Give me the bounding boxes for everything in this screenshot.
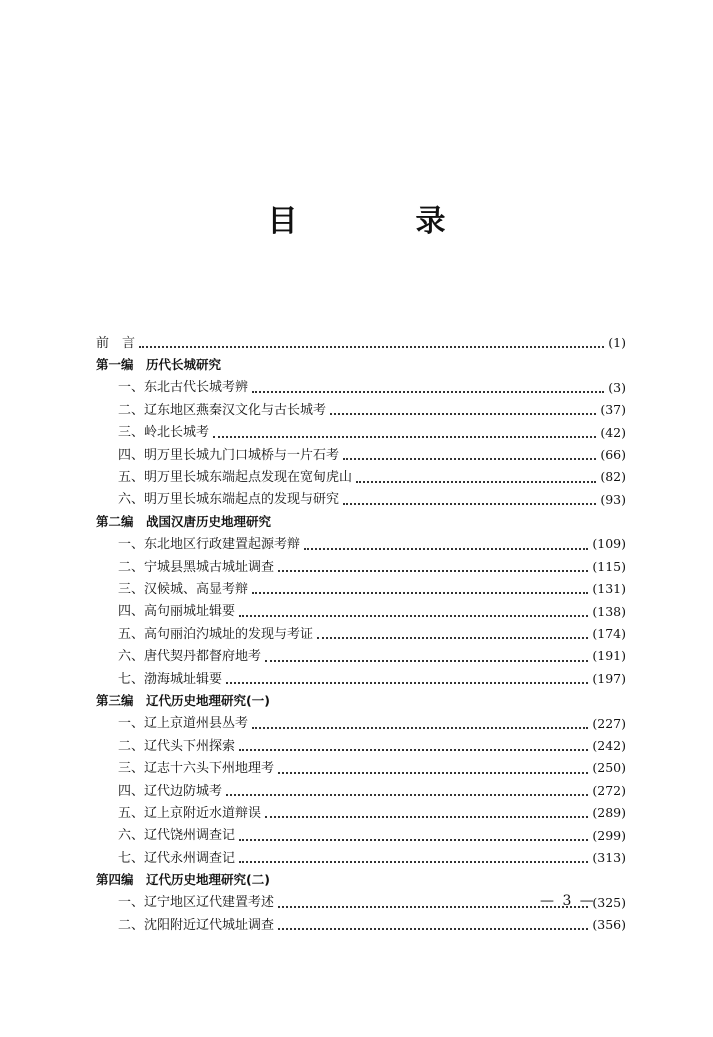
entry-page-number: (174) [592, 626, 626, 642]
toc-entry[interactable] [96, 780, 626, 802]
dot-leader [304, 548, 588, 550]
entry-page-number: (289) [592, 805, 626, 821]
entry-title: 六、唐代契丹都督府地考 [118, 649, 262, 665]
entry-page-number: (1) [608, 334, 626, 350]
entry-title: 七、渤海城址辑要 [118, 671, 223, 687]
section-title: 第四编 辽代历史地理研究(二) [96, 872, 270, 888]
toc-entry[interactable] [96, 847, 626, 869]
entry-page-number: (3) [608, 379, 626, 395]
entry-title: 四、明万里长城九门口城桥与一片石考 [118, 447, 340, 463]
toc-entry[interactable] [96, 422, 626, 444]
section-title: 第二编 战国汉唐历史地理研究 [96, 514, 272, 530]
entry-page-number: (138) [592, 603, 626, 619]
entry-page-number: (356) [592, 917, 626, 933]
entry-title: 三、辽志十六头下州地理考 [118, 761, 275, 777]
toc-entry[interactable] [96, 466, 626, 488]
dot-leader [252, 727, 588, 729]
section-title: 第三编 辽代历史地理研究(一) [96, 693, 270, 709]
entry-page-number: (313) [592, 849, 626, 865]
dot-leader [317, 637, 588, 639]
entry-title: 五、明万里长城东端起点发现在宽甸虎山 [118, 470, 353, 486]
entry-page-number: (115) [592, 558, 626, 574]
toc-entry[interactable] [96, 601, 626, 623]
toc-entry[interactable] [96, 444, 626, 466]
entry-page-number: (37) [600, 402, 626, 418]
entry-title: 一、辽上京道州县丛考 [118, 716, 249, 732]
entry-page-number: (93) [600, 491, 626, 507]
dot-leader [252, 391, 604, 393]
dot-leader [278, 772, 588, 774]
dot-leader [343, 503, 596, 505]
entry-page-number: (66) [600, 446, 626, 462]
entry-title: 七、辽代永州调查记 [118, 850, 236, 866]
dot-leader [252, 592, 588, 594]
entry-page-number: (250) [592, 760, 626, 776]
entry-title: 二、辽代头下州探索 [118, 738, 236, 754]
dot-leader [226, 794, 588, 796]
entry-title: 三、汉候城、高显考辩 [118, 581, 249, 597]
toc-entry[interactable] [96, 332, 626, 354]
entry-page-number: (197) [592, 670, 626, 686]
toc-entry[interactable] [96, 825, 626, 847]
dot-leader [139, 346, 604, 348]
dot-leader [265, 660, 588, 662]
toc-entry[interactable] [96, 914, 626, 936]
entry-title: 前 言 [96, 335, 136, 351]
entry-title: 二、宁城县黑城古城址调查 [118, 559, 275, 575]
toc-entry[interactable] [96, 802, 626, 824]
entry-page-number: (272) [592, 782, 626, 798]
entry-title: 四、高句丽城址辑要 [118, 604, 236, 620]
dot-leader [278, 928, 588, 930]
page-number: — 3 — [540, 893, 596, 909]
dot-leader [265, 816, 588, 818]
entry-page-number: (242) [592, 737, 626, 753]
dot-leader [239, 615, 588, 617]
dot-leader [239, 861, 588, 863]
entry-page-number: (131) [592, 581, 626, 597]
toc-entry[interactable] [96, 534, 626, 556]
toc-entry[interactable] [96, 668, 626, 690]
toc-entry[interactable] [96, 645, 626, 667]
toc-entry[interactable] [96, 735, 626, 757]
toc-entry[interactable] [96, 623, 626, 645]
entry-title: 五、高句丽泊汋城址的发现与考证 [118, 626, 314, 642]
entry-page-number: (299) [592, 827, 626, 843]
entry-title: 五、辽上京附近水道辩误 [118, 805, 262, 821]
toc-section-heading [96, 869, 626, 891]
dot-leader [356, 481, 596, 483]
toc-entry[interactable] [96, 578, 626, 600]
entry-title: 二、沈阳附近辽代城址调查 [118, 917, 275, 933]
dot-leader [213, 436, 596, 438]
page-title: 目 录 [267, 204, 490, 239]
toc-entry[interactable] [96, 399, 626, 421]
toc-entry[interactable] [96, 556, 626, 578]
entry-title: 二、辽东地区燕秦汉文化与古长城考 [118, 402, 327, 418]
entry-page-number: (191) [592, 648, 626, 664]
dot-leader [239, 839, 588, 841]
toc-entry[interactable] [96, 713, 626, 735]
toc-section-heading [96, 354, 626, 376]
toc-entry[interactable] [96, 489, 626, 511]
entry-page-number: (325) [592, 894, 626, 910]
entry-page-number: (109) [592, 536, 626, 552]
entry-title: 四、辽代边防城考 [118, 783, 223, 799]
entry-title: 一、东北地区行政建置起源考辩 [118, 537, 301, 553]
entry-page-number: (82) [600, 469, 626, 485]
entry-title: 六、明万里长城东端起点的发现与研究 [118, 492, 340, 508]
toc-section-heading [96, 511, 626, 533]
dot-leader [343, 458, 596, 460]
entry-title: 一、辽宁地区辽代建置考述 [118, 895, 275, 911]
dot-leader [239, 749, 588, 751]
entry-title: 三、岭北长城考 [118, 425, 210, 441]
entry-title: 六、辽代饶州调查记 [118, 828, 236, 844]
dot-leader [330, 413, 596, 415]
section-title: 第一编 历代长城研究 [96, 357, 222, 373]
entry-page-number: (42) [600, 424, 626, 440]
dot-leader [278, 570, 588, 572]
toc-section-heading [96, 690, 626, 712]
toc-entry[interactable] [96, 377, 626, 399]
entry-title: 一、东北古代长城考辨 [118, 380, 249, 396]
table-of-contents [96, 332, 626, 937]
entry-page-number: (227) [592, 715, 626, 731]
dot-leader [226, 682, 588, 684]
toc-entry[interactable] [96, 757, 626, 779]
